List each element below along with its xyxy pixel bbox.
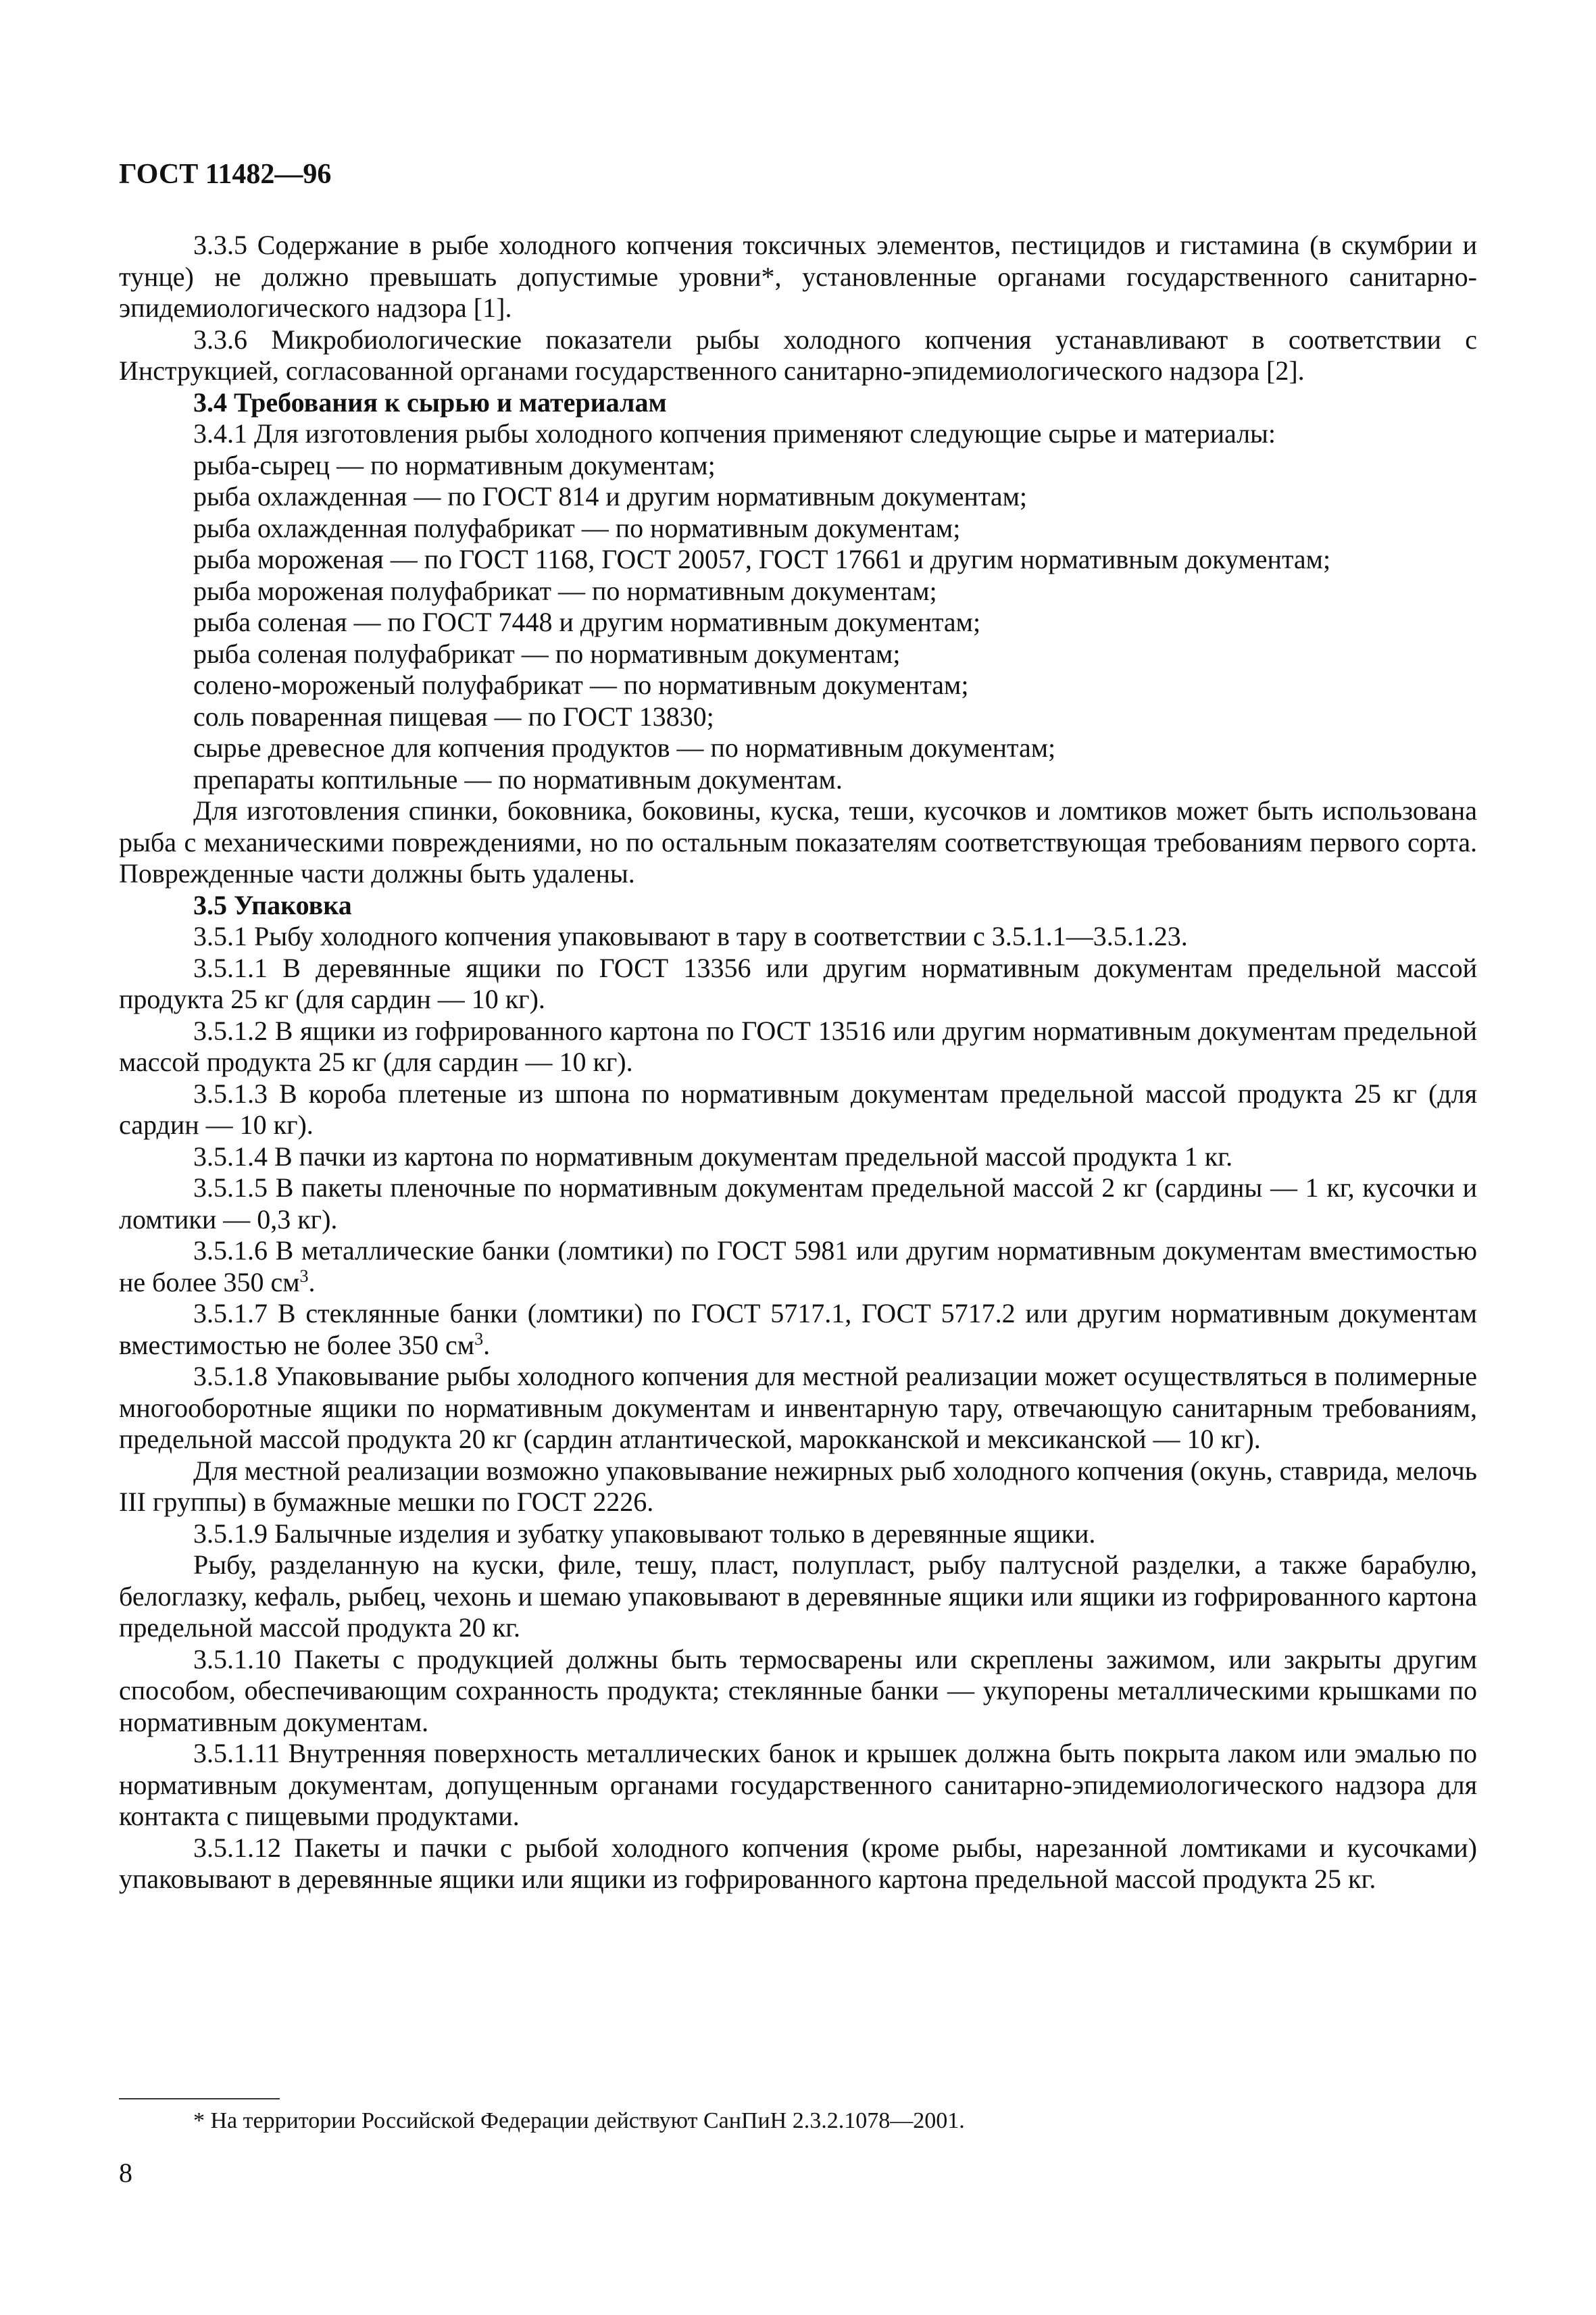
cubic-superscript: 3: [299, 1266, 309, 1286]
document-body: [119, 230, 1477, 1895]
paragraph-3-5-1-9: 3.5.1.9 Балычные изделия и зубатку упаковывают только в деревянные ящики.: [193, 1518, 1096, 1549]
list-item: рыба мороженая полуфабрикат — по нормативным документам;: [193, 575, 937, 606]
paragraph-3-5-1-4: 3.5.1.4 В пачки из картона по нормативным документам предельной массой продукта 1 кг.: [193, 1141, 1233, 1172]
paragraph-spinki: Для изготовления спинки, боковника, боковины, куска, теши, кусочков и ломтиков может быть использована рыба с механическими повреждениями, но по остальным показателям соответствующая требованиям первого сорта. Поврежденные части должны быть удалены.: [119, 795, 1477, 889]
paragraph-3-5-1-2: 3.5.1.2 В ящики из гофрированного картона по ГОСТ 13516 или другим нормативным документам предельной массой продукта 25 кг (для сардин — 10 кг).: [119, 1015, 1477, 1077]
paragraph-3-5-1-12: 3.5.1.12 Пакеты и пачки с рыбой холодного копчения (кроме рыбы, нарезанной ломтиками и кусочками) упаковывают в деревянные ящики или ящики из гофрированного картона предельной массой продукта 25 кг.: [119, 1832, 1477, 1894]
footnote-divider: [119, 2098, 280, 2099]
section-heading-3-4: 3.4 Требования к сырью и материалам: [193, 387, 667, 418]
footnote: * На территории Российской Федерации действуют СанПиН 2.3.2.1078—2001.: [193, 2108, 965, 2133]
section-heading-3-5: 3.5 Упаковка: [193, 889, 352, 920]
end-dot: .: [308, 1266, 316, 1297]
list-item: рыба соленая — по ГОСТ 7448 и другим нормативным документам;: [193, 607, 981, 637]
paragraph-3-5-1-6-text: 3.5.1.6 В металлические банки (ломтики) по ГОСТ 5981 или другим нормативным документам вместимостью не более 350 см: [119, 1235, 1477, 1297]
list-item: сырье древесное для копчения продуктов — по нормативным документам;: [193, 732, 1056, 763]
paragraph-3-5-1-8: 3.5.1.8 Упаковывание рыбы холодного копчения для местной реализации может осуществляться в полимерные многооборотные ящики по нормативным документам и инвентарную тару, отвечающую санитарным требованиям, предельной массой продукта 20 кг (сардин атлантической, марокканской и мексиканской — 10 кг).: [119, 1361, 1477, 1454]
page-number: 8: [119, 2158, 132, 2188]
paragraph-3-5-1-3: 3.5.1.3 В короба плетеные из шпона по нормативным документам предельной массой продукта 25 кг (для сардин — 10 кг).: [119, 1078, 1477, 1140]
document-header: ГОСТ 11482—96: [119, 159, 332, 190]
paragraph-3-4-1: 3.4.1 Для изготовления рыбы холодного копчения применяют следующие сырье и материалы:: [193, 418, 1276, 449]
list-item: солено-мороженый полуфабрикат — по нормативным документам;: [193, 670, 969, 700]
paragraph-3-5-1-6: [119, 1235, 1477, 1298]
paragraph-3-5-1: 3.5.1 Рыбу холодного копчения упаковывают в тару в соответствии с 3.5.1.1—3.5.1.23.: [193, 921, 1188, 951]
list-item: рыба мороженая — по ГОСТ 1168, ГОСТ 20057, ГОСТ 17661 и другим нормативным документам;: [193, 544, 1331, 574]
paragraph-ryba: Рыбу, разделанную на куски, филе, тешу, пласт, полупласт, рыбу палтусной разделки, а также барабулю, белоглазку, кефаль, рыбец, чехонь и шемаю упаковывают в деревянные ящики или ящики из гофрированного картона предельной массой продукта 20 кг.: [119, 1549, 1477, 1643]
paragraph-3-5-1-7-text: 3.5.1.7 В стеклянные банки (ломтики) по ГОСТ 5717.1, ГОСТ 5717.2 или другим нормативным документам вместимостью не более 350 см: [119, 1298, 1477, 1360]
paragraph-3-5-1-1: 3.5.1.1 В деревянные ящики по ГОСТ 13356 или другим нормативным документам предельной массой продукта 25 кг (для сардин — 10 кг).: [119, 952, 1477, 1014]
list-item: соль поваренная пищевая — по ГОСТ 13830;: [193, 701, 714, 732]
paragraph-3-5-1-7: [119, 1298, 1477, 1361]
list-item: препараты коптильные — по нормативным документам.: [193, 764, 843, 795]
paragraph-local: Для местной реализации возможно упаковывание нежирных рыб холодного копчения (окунь, ставрида, мелочь III группы) в бумажные мешки по ГОСТ 2226.: [119, 1455, 1477, 1517]
paragraph-3-5-1-5: 3.5.1.5 В пакеты пленочные по нормативным документам предельной массой 2 кг (сардины — 1 кг, кусочки и ломтики — 0,3 кг).: [119, 1172, 1477, 1235]
paragraph-3-3-5: 3.3.5 Содержание в рыбе холодного копчения токсичных элементов, пестицидов и гистамина (в скумбрии и тунце) не должно превышать допустимые уровни*, установленные органами государственного санитарно-эпидемиологического надзора [1].: [119, 230, 1477, 323]
paragraph-3-5-1-10: 3.5.1.10 Пакеты с продукцией должны быть термосварены или скреплены зажимом, или закрыты другим способом, обеспечивающим сохранность продукта; стеклянные банки — укупорены металлическими крышками по нормативным документам.: [119, 1643, 1477, 1737]
list-item: рыба соленая полуфабрикат — по нормативным документам;: [193, 638, 901, 669]
paragraph-3-5-1-11: 3.5.1.11 Внутренняя поверхность металлических банок и крышек должна быть покрыта лаком или эмалью по нормативным документам, допущенным органами государственного санитарно-эпидемиологического надзора для контакта с пищевыми продуктами.: [119, 1738, 1477, 1831]
paragraph-3-3-6: 3.3.6 Микробиологические показатели рыбы холодного копчения устанавливают в соответствии с Инструкцией, согласованной органами государственного санитарно-эпидемиологического надзора [2].: [119, 324, 1477, 386]
cubic-superscript: 3: [474, 1328, 484, 1349]
list-item: рыба-сырец — по нормативным документам;: [193, 449, 716, 480]
end-dot: .: [483, 1329, 491, 1360]
list-item: рыба охлажденная — по ГОСТ 814 и другим нормативным документам;: [193, 481, 1028, 512]
list-item: рыба охлажденная полуфабрикат — по нормативным документам;: [193, 512, 961, 543]
